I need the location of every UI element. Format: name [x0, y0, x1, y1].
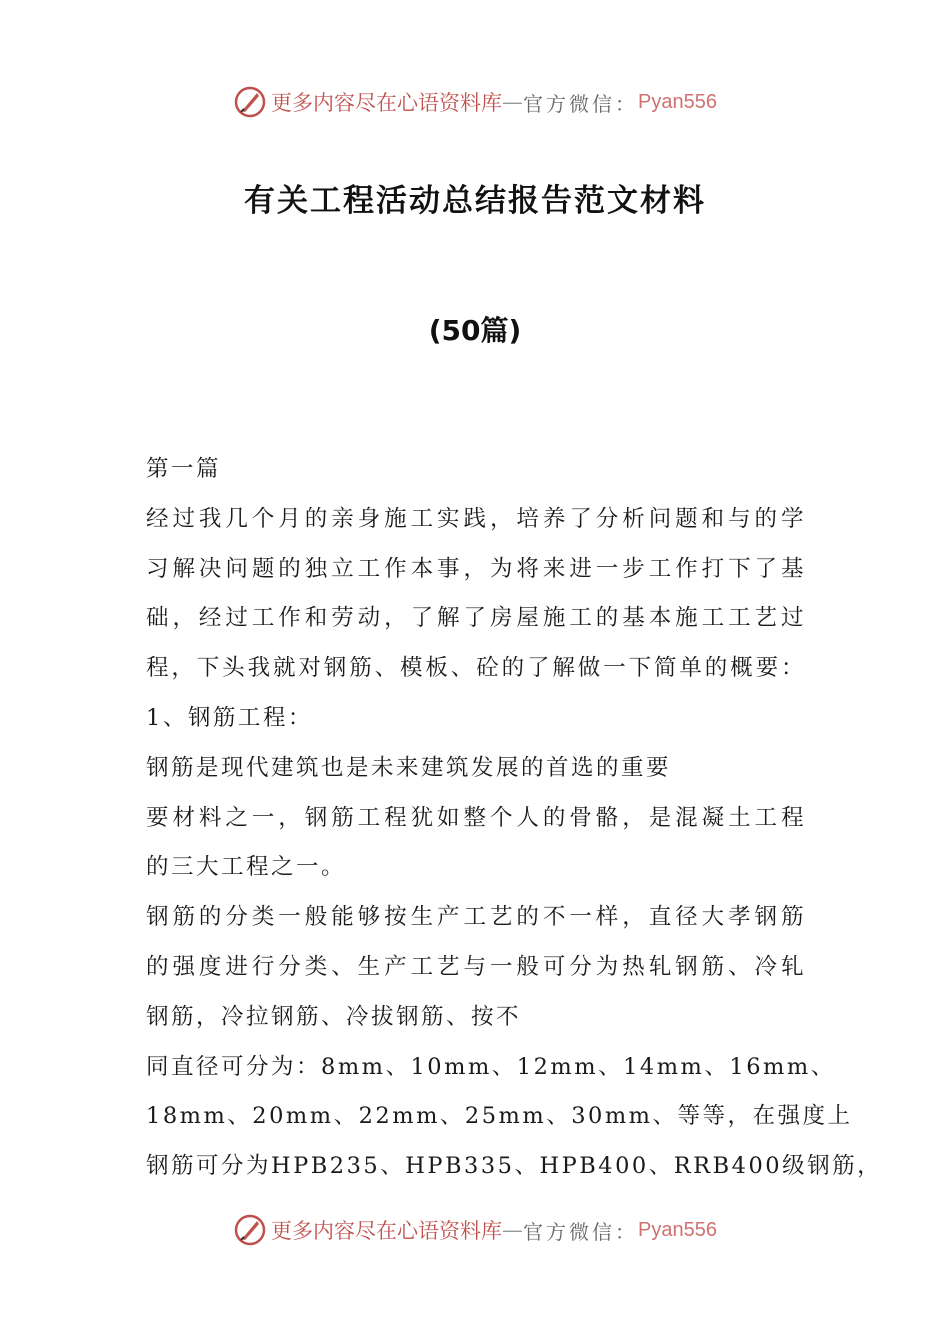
body-line: 要材料之一，钢筋工程犹如整个人的骨骼，是混凝土工程 [146, 804, 806, 831]
body-line: 的三大工程之一。 [146, 854, 347, 881]
banner-dash: — [502, 90, 524, 114]
body-line: 第一篇 [146, 456, 222, 482]
banner-brand: 更多内容尽在心语资料库 [271, 1219, 503, 1243]
body-line: 的强度进行分类、生产工艺与一般可分为热轧钢筋、冷轧 [146, 953, 806, 980]
banner-wechat-id: Pyan556 [638, 90, 717, 113]
banner-brand: 更多内容尽在心语资料库 [271, 91, 503, 115]
document-title: 有关工程活动总结报告范文材料 [244, 183, 706, 219]
body-line: 钢筋是现代建筑也是未来建筑发展的首选的重要 [146, 754, 672, 781]
banner-wechat-label: 官方微信： [523, 1219, 639, 1244]
quill-logo-icon [233, 85, 267, 119]
body-line: 同直径可分为：8mm、10mm、12mm、14mm、16mm、 [146, 1053, 836, 1080]
body-line: 经过我几个月的亲身施工实践，培养了分析问题和与的学 [146, 505, 806, 532]
body-line: 程，下头我就对钢筋、模板、砼的了解做一下简单的概要： [146, 655, 806, 682]
body-line: 钢筋可分为HPB235、HPB335、HPB400、RRB400级钢筋， [146, 1153, 883, 1180]
document-body [146, 445, 883, 1192]
banner-wechat-label: 官方微信： [523, 91, 639, 116]
document-subtitle: (50篇) [428, 314, 522, 347]
body-line: 础，经过工作和劳动，了解了房屋施工的基本施工工艺过 [146, 605, 806, 632]
footer-watermark [0, 1210, 950, 1250]
body-line: 18mm、20mm、22mm、25mm、30mm、等等，在强度上 [146, 1103, 853, 1130]
banner-wechat-id: Pyan556 [638, 1218, 717, 1241]
header-watermark [0, 82, 950, 122]
quill-logo-icon [233, 1213, 267, 1247]
body-line: 钢筋，冷拉钢筋、冷拔钢筋、按不 [146, 1003, 522, 1030]
body-line: 1、钢筋工程： [146, 704, 313, 731]
banner-dash: — [502, 1218, 524, 1242]
body-line: 钢筋的分类一般能够按生产工艺的不一样，直径大孝钢筋 [146, 904, 806, 931]
body-line: 习解决问题的独立工作本事，为将来进一步工作打下了基 [146, 555, 806, 582]
